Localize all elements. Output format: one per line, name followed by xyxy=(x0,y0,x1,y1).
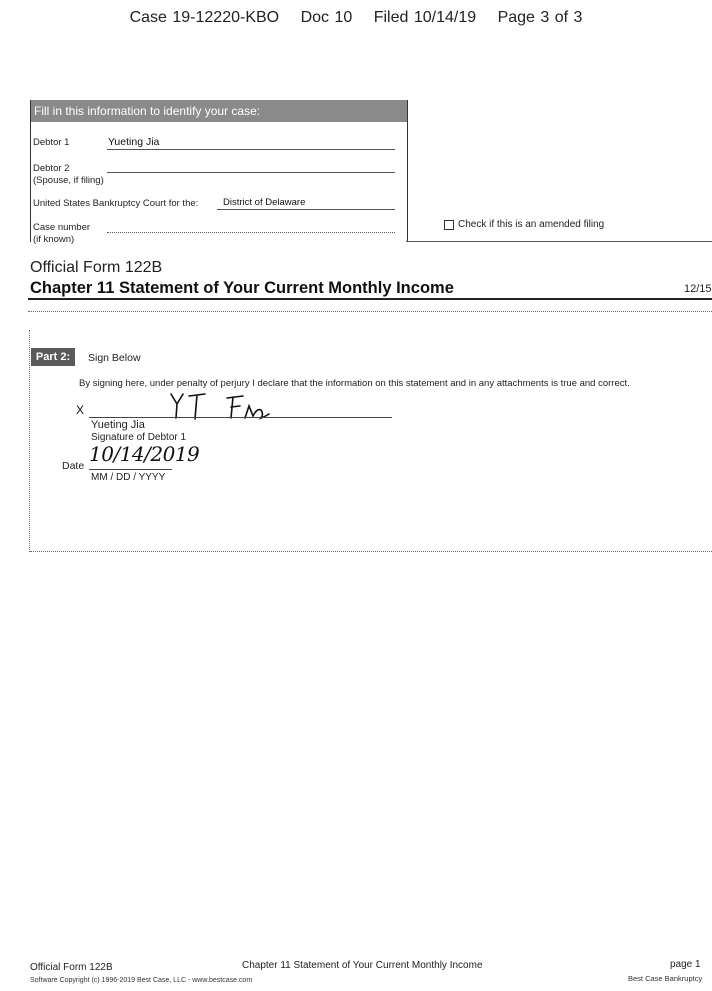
case-identification-box xyxy=(30,100,408,245)
debtor2-sublabel: (Spouse, if filing) xyxy=(33,175,104,186)
section-rule-bottom xyxy=(30,551,712,552)
date-line xyxy=(89,469,172,470)
case-number-sublabel: (if known) xyxy=(33,234,75,245)
footer-brand: Best Case Bankruptcy xyxy=(628,974,703,983)
footer-copyright: Software Copyright (c) 1996-2019 Best Case, LLC - www.bestcase.com xyxy=(30,977,253,984)
amended-filing-check[interactable] xyxy=(444,219,604,230)
form-date: 12/15 xyxy=(684,283,712,295)
id-box-title: Fill in this information to identify your case: xyxy=(31,100,407,122)
footer-form-title: Chapter 11 Statement of Your Current Monthly Income xyxy=(242,960,483,971)
part2-badge: Part 2: xyxy=(31,348,75,366)
debtor1-label: Debtor 1 xyxy=(33,137,70,148)
signature-caption: Signature of Debtor 1 xyxy=(91,432,187,443)
perjury-declaration: By signing here, under penalty of perjury I declare that the information on this statement and in any attachments is true and correct. xyxy=(79,378,630,389)
form-number: Official Form 122B xyxy=(30,259,163,276)
court-label: United States Bankruptcy Court for the: xyxy=(33,198,199,209)
amended-checkbox[interactable] xyxy=(444,220,454,230)
case-number-header: Case 19-12220-KBO xyxy=(129,9,280,26)
court-filing-header xyxy=(0,9,712,27)
footer-page-number: page 1 xyxy=(670,959,701,970)
doc-number-header: Doc 10 xyxy=(300,9,353,26)
part2-title: Sign Below xyxy=(88,352,141,364)
case-number-label: Case number xyxy=(33,222,91,233)
handwritten-date: 10/14/2019 xyxy=(89,442,200,466)
case-number-line xyxy=(107,232,395,233)
court-line xyxy=(217,209,395,210)
amended-label: Check if this is an amended filing xyxy=(458,219,605,230)
footer-form-number: Official Form 122B xyxy=(30,962,113,973)
signature-line xyxy=(89,417,392,418)
debtor1-value: Yueting Jia xyxy=(108,136,160,148)
form-title: Chapter 11 Statement of Your Current Monthly Income xyxy=(30,279,454,297)
debtor1-line xyxy=(107,149,395,150)
rule-top-right xyxy=(406,241,712,242)
court-value: District of Delaware xyxy=(223,197,306,208)
debtor2-label: Debtor 2 xyxy=(33,163,70,174)
date-label: Date xyxy=(62,460,85,472)
page-count-header: Page 3 of 3 xyxy=(497,9,583,26)
date-format: MM / DD / YYYY xyxy=(91,472,166,483)
title-rule xyxy=(28,298,712,300)
debtor2-line xyxy=(107,172,395,173)
signature-x-mark: X xyxy=(76,403,85,417)
section-rule-top xyxy=(28,311,712,312)
signer-name: Yueting Jia xyxy=(91,419,145,431)
filed-date-header: Filed 10/14/19 xyxy=(373,9,477,26)
